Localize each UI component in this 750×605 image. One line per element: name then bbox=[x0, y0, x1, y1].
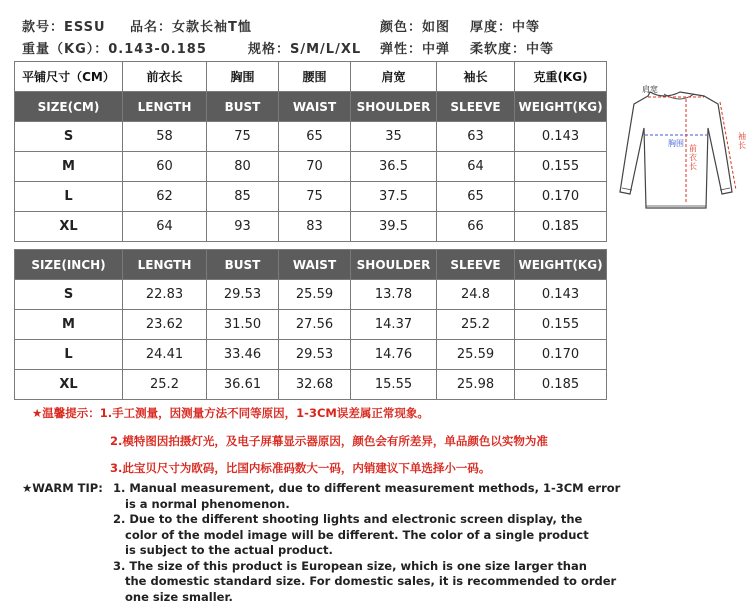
table-cell: 64 bbox=[123, 212, 207, 242]
table-cell: 13.78 bbox=[351, 280, 437, 310]
header-cell: LENGTH bbox=[123, 92, 207, 122]
header-cell: WEIGHT(KG) bbox=[515, 92, 607, 122]
item-number: 款号：ESSU bbox=[22, 20, 106, 35]
table-cell: 24.41 bbox=[123, 340, 207, 370]
size-table-inch bbox=[14, 249, 607, 400]
cn-header-cell: 前衣长 bbox=[123, 62, 207, 92]
diagram-length-label: 前衣长 bbox=[689, 144, 697, 171]
table-cell: 64 bbox=[437, 152, 515, 182]
header-row bbox=[15, 92, 607, 122]
table-cell: 25.2 bbox=[123, 370, 207, 400]
table-cell: 32.68 bbox=[279, 370, 351, 400]
garment-diagram bbox=[612, 80, 748, 220]
softness-info: 柔软度：中等 bbox=[470, 42, 555, 57]
diagram-sleeve-label: 袖长 bbox=[738, 132, 746, 150]
table-cell: 85 bbox=[207, 182, 279, 212]
tip-en-line: one size smaller. bbox=[125, 589, 233, 604]
table-row bbox=[15, 182, 607, 212]
table-cell: 33.46 bbox=[207, 340, 279, 370]
table-cell: 29.53 bbox=[207, 280, 279, 310]
table-cell: 83 bbox=[279, 212, 351, 242]
table-row bbox=[15, 310, 607, 340]
size-label: L bbox=[15, 340, 123, 370]
tip-en-line: 1. Manual measurement, due to different measurement methods, 1-3CM error bbox=[113, 481, 621, 495]
table-cell: 58 bbox=[123, 122, 207, 152]
table-cell: 25.98 bbox=[437, 370, 515, 400]
table-cell: 22.83 bbox=[123, 280, 207, 310]
size-table-cm bbox=[14, 61, 607, 242]
table-cell: 24.8 bbox=[437, 280, 515, 310]
warm-tip-text bbox=[113, 481, 621, 605]
table-cell: 75 bbox=[279, 182, 351, 212]
cn-header-cell: 平铺尺寸（CM） bbox=[15, 62, 123, 92]
tip-en-line: color of the model image will be different. The color of a single product bbox=[125, 527, 589, 542]
tshirt-outline-icon bbox=[612, 80, 748, 220]
table-cell: 14.37 bbox=[351, 310, 437, 340]
table-cell: 0.155 bbox=[515, 152, 607, 182]
tip-en-line: 3. The size of this product is European size, which is one size larger than bbox=[113, 558, 587, 573]
tip-en-line: the domestic standard size. For domestic sales, it is recommended to order bbox=[125, 574, 617, 588]
product-name: 品名：女款长袖T恤 bbox=[130, 20, 252, 35]
table-cell: 35 bbox=[351, 122, 437, 152]
cn-header-cell: 胸围 bbox=[207, 62, 279, 92]
size-label: XL bbox=[15, 370, 123, 400]
table-cell: 0.185 bbox=[515, 212, 607, 242]
header-cell: SIZE(CM) bbox=[15, 92, 123, 122]
table-cell: 27.56 bbox=[279, 310, 351, 340]
table-row bbox=[15, 122, 607, 152]
header-cell: SLEEVE bbox=[437, 250, 515, 280]
size-label: XL bbox=[15, 212, 123, 242]
table-cell: 25.59 bbox=[279, 280, 351, 310]
header-cell: LENGTH bbox=[123, 250, 207, 280]
table-row bbox=[15, 280, 607, 310]
table-cell: 0.143 bbox=[515, 280, 607, 310]
table-cell: 39.5 bbox=[351, 212, 437, 242]
sizes-info: 规格：S/M/L/XL bbox=[248, 42, 362, 57]
table-cell: 29.53 bbox=[279, 340, 351, 370]
header-row bbox=[15, 250, 607, 280]
warm-tip-label: ★WARM TIP: bbox=[22, 481, 103, 495]
table-cell: 93 bbox=[207, 212, 279, 242]
table-cell: 0.143 bbox=[515, 122, 607, 152]
table-cell: 15.55 bbox=[351, 370, 437, 400]
size-label: S bbox=[15, 122, 123, 152]
table-row bbox=[15, 212, 607, 242]
diagram-bust-label: 胸围 bbox=[668, 139, 684, 148]
table-cell: 62 bbox=[123, 182, 207, 212]
cn-header-cell: 克重(KG) bbox=[515, 62, 607, 92]
table-cell: 25.2 bbox=[437, 310, 515, 340]
table-cell: 0.170 bbox=[515, 340, 607, 370]
table-cell: 0.155 bbox=[515, 310, 607, 340]
size-label: L bbox=[15, 182, 123, 212]
table-cell: 0.170 bbox=[515, 182, 607, 212]
size-label: M bbox=[15, 152, 123, 182]
color-info: 颜色：如图 bbox=[380, 20, 451, 35]
table-cell: 14.76 bbox=[351, 340, 437, 370]
header-cell: BUST bbox=[207, 250, 279, 280]
cn-header-cell: 肩宽 bbox=[351, 62, 437, 92]
header-cell: WAIST bbox=[279, 250, 351, 280]
table-row bbox=[15, 340, 607, 370]
cn-header-cell: 袖长 bbox=[437, 62, 515, 92]
header-cell: SLEEVE bbox=[437, 92, 515, 122]
meta-row-1 bbox=[22, 16, 742, 34]
tip-en-line: 2. Due to the different shooting lights and electronic screen display, the bbox=[113, 512, 583, 526]
size-label: M bbox=[15, 310, 123, 340]
table-cell: 70 bbox=[279, 152, 351, 182]
diagram-shoulder-label: 肩宽 bbox=[642, 85, 658, 94]
tip-cn-1: ★温馨提示：1.手工测量，因测量方法不同等原因，1-3CM误差属正常现象。 bbox=[32, 406, 429, 420]
tip-en-line: is subject to the actual product. bbox=[125, 543, 333, 557]
header-cell: SHOULDER bbox=[351, 92, 437, 122]
table-row bbox=[15, 152, 607, 182]
weight-info: 重量（KG）：0.143-0.185 bbox=[22, 42, 207, 57]
table-cell: 0.185 bbox=[515, 370, 607, 400]
meta-row-2 bbox=[22, 38, 742, 56]
table-cell: 25.59 bbox=[437, 340, 515, 370]
header-cell: SIZE(INCH) bbox=[15, 250, 123, 280]
tip-cn-3: 3.此宝贝尺寸为欧码，比国内标准码数大一码，内销建议下单选择小一码。 bbox=[110, 461, 491, 475]
table-cell: 65 bbox=[279, 122, 351, 152]
table-cell: 36.5 bbox=[351, 152, 437, 182]
table-cell: 37.5 bbox=[351, 182, 437, 212]
header-cell: WAIST bbox=[279, 92, 351, 122]
table-cell: 65 bbox=[437, 182, 515, 212]
table-cell: 36.61 bbox=[207, 370, 279, 400]
table-cell: 31.50 bbox=[207, 310, 279, 340]
table-cell: 23.62 bbox=[123, 310, 207, 340]
size-label: S bbox=[15, 280, 123, 310]
cn-header-row bbox=[15, 62, 607, 92]
table-cell: 75 bbox=[207, 122, 279, 152]
thickness-info: 厚度：中等 bbox=[470, 20, 541, 35]
table-cell: 66 bbox=[437, 212, 515, 242]
tip-en-line: is a normal phenomenon. bbox=[125, 496, 290, 511]
cn-header-cell: 腰围 bbox=[279, 62, 351, 92]
tip-cn-2: 2.模特图因拍摄灯光，及电子屏幕显示器原因，颜色会有所差异，单品颜色以实物为准 bbox=[110, 434, 548, 448]
table-cell: 80 bbox=[207, 152, 279, 182]
table-row bbox=[15, 370, 607, 400]
elasticity-info: 弹性：中弹 bbox=[380, 42, 451, 57]
table-cell: 63 bbox=[437, 122, 515, 152]
header-cell: WEIGHT(KG) bbox=[515, 250, 607, 280]
header-cell: SHOULDER bbox=[351, 250, 437, 280]
table-cell: 60 bbox=[123, 152, 207, 182]
header-cell: BUST bbox=[207, 92, 279, 122]
